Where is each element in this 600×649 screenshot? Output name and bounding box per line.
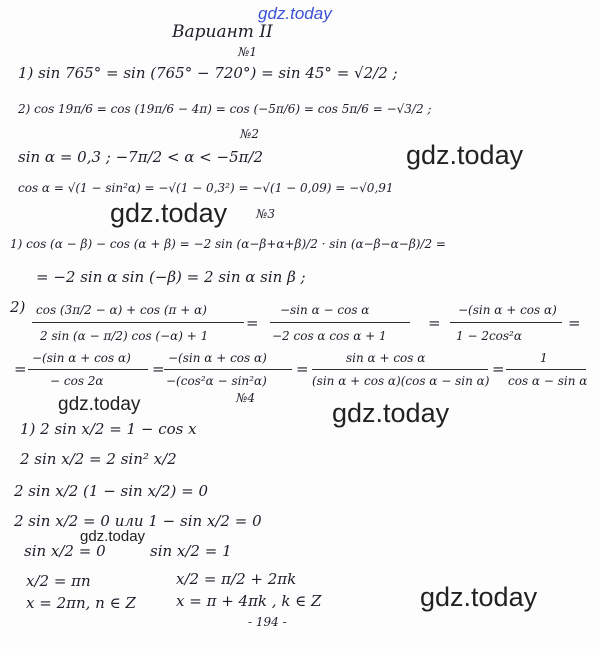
fraction-bar [28,369,148,370]
fraction-bar [270,322,410,323]
fraction-denominator: − cos 2α [50,374,104,388]
task4-case-1: x/2 = πn [26,572,91,590]
task4-answer-2: x = π + 4πk , k ∈ Z [176,592,322,610]
fraction-numerator: sin α + cos α [346,351,426,365]
fraction-numerator: cos (3π/2 − α) + cos (π + α) [36,303,207,317]
fraction-numerator: −(sin α + cos α) [458,303,557,317]
fraction-bar [164,369,292,370]
fraction-denominator: cos α − sin α [508,374,588,388]
task1-line-2: 2) cos 19π/6 = cos (19π/6 − 4π) = cos (−5π/6) = cos 5π/6 = −√3/2 ; [18,102,432,116]
watermark: gdz.today [420,582,538,612]
fraction-bar [506,369,586,370]
page-number: - 194 - [248,615,287,629]
task2-line-2: cos α = √(1 − sin²α) = −√(1 − 0,3²) = −√(1 − 0,09) = −√0,91 [18,181,394,195]
task3-line-2: = −2 sin α sin (−β) = 2 sin α sin β ; [36,268,306,286]
fraction-numerator: −sin α − cos α [280,303,370,317]
task4-case-2: sin x/2 = 1 [150,542,232,560]
equals-sign: = [14,360,27,378]
equals-sign: = [152,360,165,378]
task-number: №2 [240,127,259,141]
equals-sign: = [296,360,309,378]
equals-sign: = [246,314,259,332]
task-number: №1 [238,45,257,59]
task2-line-1: sin α = 0,3 ; −7π/2 < α < −5π/2 [18,148,264,166]
fraction-denominator: (sin α + cos α)(cos α − sin α) [312,374,490,388]
watermark: gdz.today [58,394,141,415]
fraction-bar [32,322,244,323]
watermark-top: gdz.today [258,4,332,23]
fraction-denominator: −(cos²α − sin²α) [166,374,267,388]
task1-line-1: 1) sin 765° = sin (765° − 720°) = sin 45° = √2/2 ; [18,64,398,82]
task4-line-1: 1) 2 sin x/2 = 1 − cos x [20,420,197,438]
watermark: gdz.today [332,398,450,428]
fraction-numerator: −(sin α + cos α) [168,351,267,365]
fraction-denominator: 1 − 2cos²α [456,329,522,343]
task3-line-1: 1) cos (α − β) − cos (α + β) = −2 sin (α−β+α+β)/2 · sin (α−β−α−β)/2 = [10,237,446,251]
watermark: gdz.today [80,528,146,545]
task4-case-2: x/2 = π/2 + 2πk [176,570,297,588]
fraction-denominator: −2 cos α cos α + 1 [272,329,387,343]
task4-answer-1: x = 2πn, n ∈ Z [26,594,136,612]
task-number: №3 [256,207,275,221]
task4-line-2: 2 sin x/2 = 2 sin² x/2 [20,450,177,468]
fraction-denominator: 2 sin (α − π/2) cos (−α) + 1 [40,329,209,343]
part-label: 2) [10,298,26,316]
task4-case-1: sin x/2 = 0 [24,542,106,560]
fraction-bar [312,369,488,370]
task-number: №4 [236,391,255,405]
fraction-bar [450,322,562,323]
fraction-numerator: 1 [540,351,548,365]
variant-heading: Вариант II [172,22,273,42]
fraction-numerator: −(sin α + cos α) [32,351,131,365]
task4-line-4: 2 sin x/2 = 0 или 1 − sin x/2 = 0 [14,512,262,530]
watermark: gdz.today [110,198,228,228]
equals-sign: = [492,360,505,378]
watermark: gdz.today [406,140,524,170]
task4-line-3: 2 sin x/2 (1 − sin x/2) = 0 [14,482,209,500]
equals-sign: = [428,314,441,332]
equals-sign: = [568,314,581,332]
